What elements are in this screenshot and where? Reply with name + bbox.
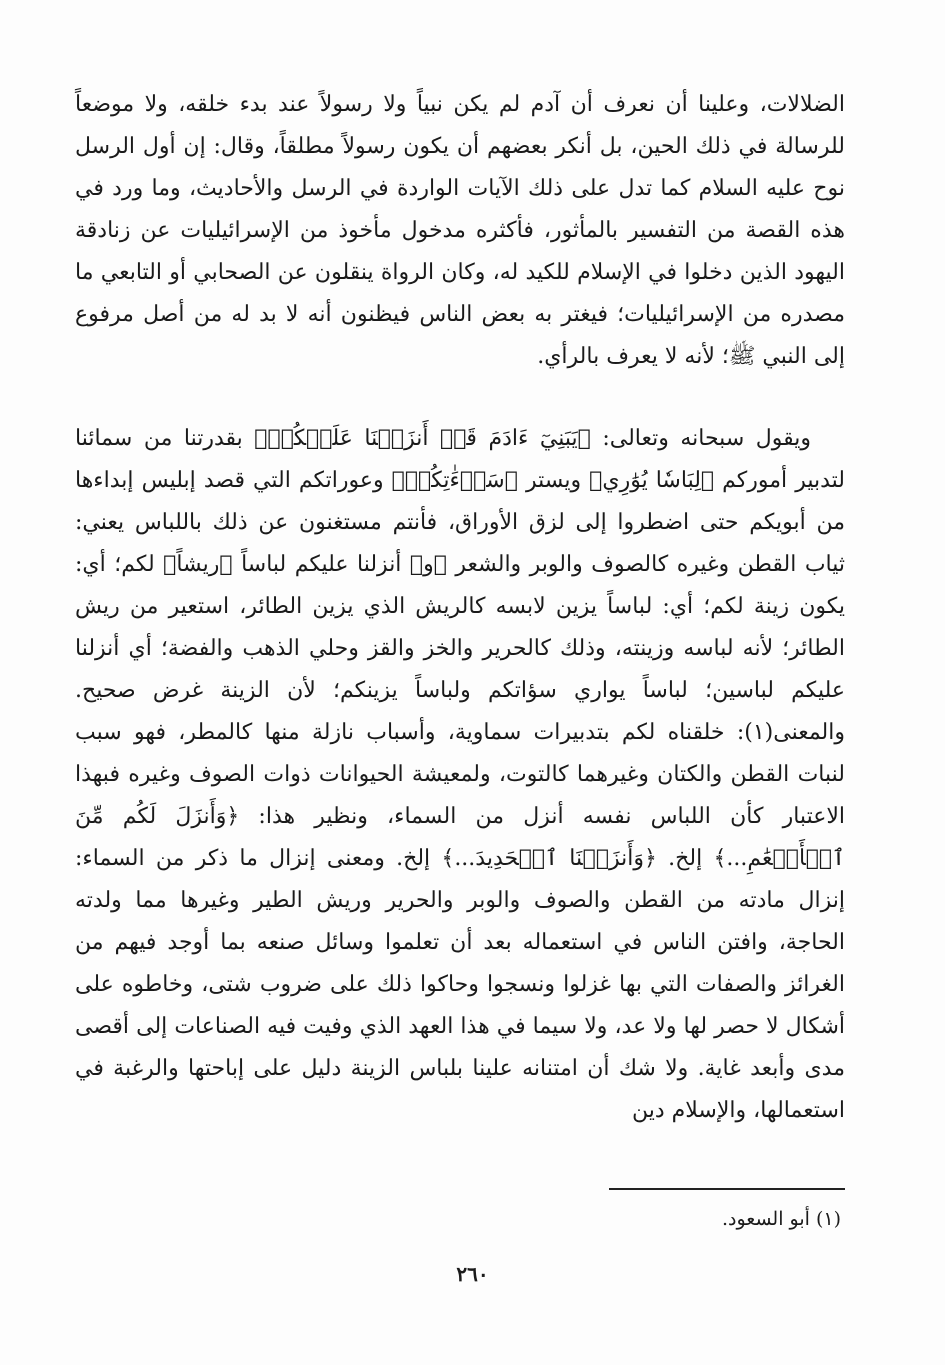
- paragraph-2: [75, 418, 845, 1132]
- paragraph-1-text: الضلالات، وعلينا أن نعرف أن آدم لم يكن نبياً ولا رسولاً عند بدء خلقه، ولا موضعاً للرسالة في ذلك الحين، بل أنكر بعضهم أن يكون رسولاً مطلقاً، وقال: إن أول الرسل نوح عليه السلام كما تدل على ذلك الآيات الواردة في الرسل والأحاديث، وما ورد في هذه القصة من التفسير بالمأثور، فأكثره مدخول مأخوذ من الإسرائيليات عن زنادقة اليهود الذين دخلوا في الإسلام للكيد له، وكان الرواة ينقلون عن الصحابي أو التابعي ما مصدره من الإسرائيليات؛ فيغتر به بعض الناس فيظنون أنه لا بد له من أصل مرفوع إلى النبي ﷺ؛ لأنه لا يعرف بالرأي.: [75, 92, 845, 369]
- footnote: (١) أبو السعود.: [721, 1208, 841, 1230]
- page-number: ٢٦٠: [456, 1262, 489, 1286]
- paragraph-1: [75, 84, 845, 378]
- paragraph-2-text: ويقول سبحانه وتعالى: ﴿يَبَنِيٓ ءَادَمَ قَدۡ أَنزَلۡنَا عَلَيۡكُمۡ﴾ بقدرتنا من سمائنا لتدبير أموركم ﴿لِبَاسٗا يُوَٰرِي﴾ ويستر ﴿سَوۡءَٰتِكُمۡ﴾ وعوراتكم التي قصد إبليس إبداءها من أبويكم حتى اضطروا إلى لزق الأوراق، فأنتم مستغنون عن ذلك باللباس يعني: ثياب القطن وغيره كالصوف والوبر والشعر ﴿و﴾ أنزلنا عليكم لباساً ﴿ريشاً﴾ لكم؛ أي: يكون زينة لكم؛ أي: لباساً يزين لابسه كالريش الذي يزين الطائر، استعير من ريش الطائر؛ لأنه لباسه وزينته، وذلك كالحرير والخز والقز وحلي الذهب والفضة؛ أي أنزلنا عليكم لباسين؛ لباساً يواري سؤاتكم ولباساً يزينكم؛ لأن الزينة غرض صحيح. والمعنى(١): خلقناه لكم بتدبيرات سماوية، وأسباب نازلة منها كالمطر، فهو سبب لنبات القطن والكتان وغيرهما كالتوت، ولمعيشة الحيوانات ذوات الصوف وغيره فبهذا الاعتبار كأن اللباس نفسه أنزل من السماء، ونظير هذا: ﴿وَأَنزَلَ لَكُم مِّنَ ٱلۡأَنۡعَٰمِ...﴾ إلخ. ﴿وَأَنزَلۡنَا ٱلۡحَدِيدَ...﴾ إلخ. ومعنى إنزال ما ذكر من السماء: إنزال مادته من القطن والصوف والوبر والحرير وريش الطير وغيرها مما ولدته الحاجة، وافتن الناس في استعماله بعد أن تعلموا وسائل صنعه بما أوجد فيهم من الغرائز والصفات التي بها غزلوا ونسجوا وحاكوا ذلك على ضروب شتى، وخاطوه على أشكال لا حصر لها ولا عد، ولا سيما في هذا العهد الذي وفيت فيه الصناعات إلى أقصى مدى وأبعد غاية. ولا شك أن امتنانه علينا بلباس الزينة دليل على إباحتها والرغبة في استعمالها، والإسلام دين: [75, 426, 845, 1123]
- footnote-divider: [609, 1188, 845, 1190]
